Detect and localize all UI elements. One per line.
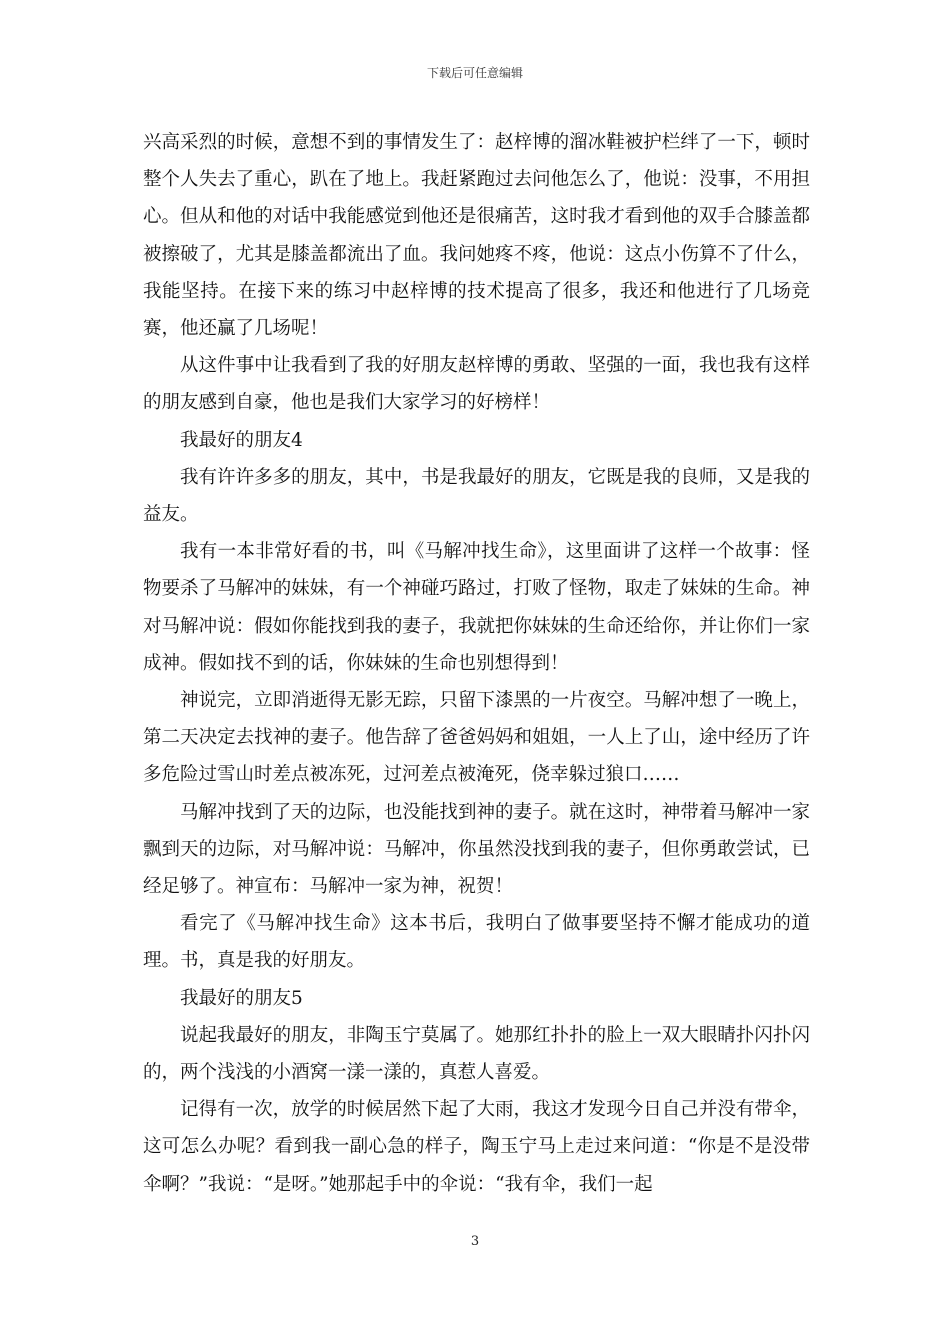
paragraph: 马解冲找到了天的边际，也没能找到神的妻子。就在这时，神带着马解冲一家飘到天的边际，对马解冲说：马解冲，你虽然没找到我的妻子，但你勇敢尝试，已经足够了。神宣布：马解冲一家为神，祝贺！	[143, 801, 810, 898]
section-heading: 我最好的朋友4	[180, 429, 303, 451]
paragraph: 记得有一次，放学的时候居然下起了大雨，我这才发现今日自己并没有带伞，这可怎么办呢？看到我一副心急的样子，陶玉宁马上走过来问道：“你是不是没带伞啊？”我说：“是呀。”她那起手中的伞说：“我有伞，我们一起	[143, 1099, 810, 1195]
paragraph: 从这件事中让我看到了我的好朋友赵梓博的勇敢、坚强的一面，我也我有这样的朋友感到自豪，他也是我们大家学习的好榜样！	[143, 355, 810, 414]
body-text	[143, 124, 810, 1203]
page-header: 下载后可任意编辑	[426, 66, 523, 80]
paragraph: 我有一本非常好看的书，叫《马解冲找生命》，这里面讲了这样一个故事：怪物要杀了马解冲的妹妹，有一个神碰巧路过，打败了怪物，取走了妹妹的生命。神对马解冲说：假如你能找到我的妻子，我就把你妹妹的生命还给你，并让你们一家成神。假如找不到的话，你妹妹的生命也别想得到！	[143, 541, 810, 674]
paragraph: 我有许许多多的朋友，其中，书是我最好的朋友，它既是我的良师，又是我的益友。	[143, 466, 810, 526]
page-number: 3	[470, 1234, 480, 1249]
paragraph: 神说完，立即消逝得无影无踪，只留下漆黑的一片夜空。马解冲想了一晚上，第二天决定去找神的妻子。他告辞了爸爸妈妈和姐姐，一人上了山，途中经历了许多危险过雪山时差点被冻死，过河差点被淹死，侥幸躲过狼口……	[143, 690, 810, 786]
section-heading: 我最好的朋友5	[180, 987, 303, 1009]
paragraph: 看完了《马解冲找生命》这本书后，我明白了做事要坚持不懈才能成功的道理。书，真是我的好朋友。	[143, 913, 810, 972]
paragraph: 兴高采烈的时候，意想不到的事情发生了：赵梓博的溜冰鞋被护栏绊了一下，顿时整个人失去了重心，趴在了地上。我赶紧跑过去问他怎么了，他说：没事，不用担心。但从和他的对话中我能感觉到他还是很痛苦，这时我才看到他的双手合膝盖都被擦破了，尤其是膝盖都流出了血。我问她疼不疼，他说：这点小伤算不了什么，我能坚持。在接下来的练习中赵梓博的技术提高了很多，我还和他进行了几场竞赛，他还赢了几场呢！	[143, 132, 810, 340]
paragraph: 说起我最好的朋友，非陶玉宁莫属了。她那红扑扑的脸上一双大眼睛扑闪扑闪的，两个浅浅的小酒窝一漾一漾的，真惹人喜爱。	[143, 1024, 810, 1084]
